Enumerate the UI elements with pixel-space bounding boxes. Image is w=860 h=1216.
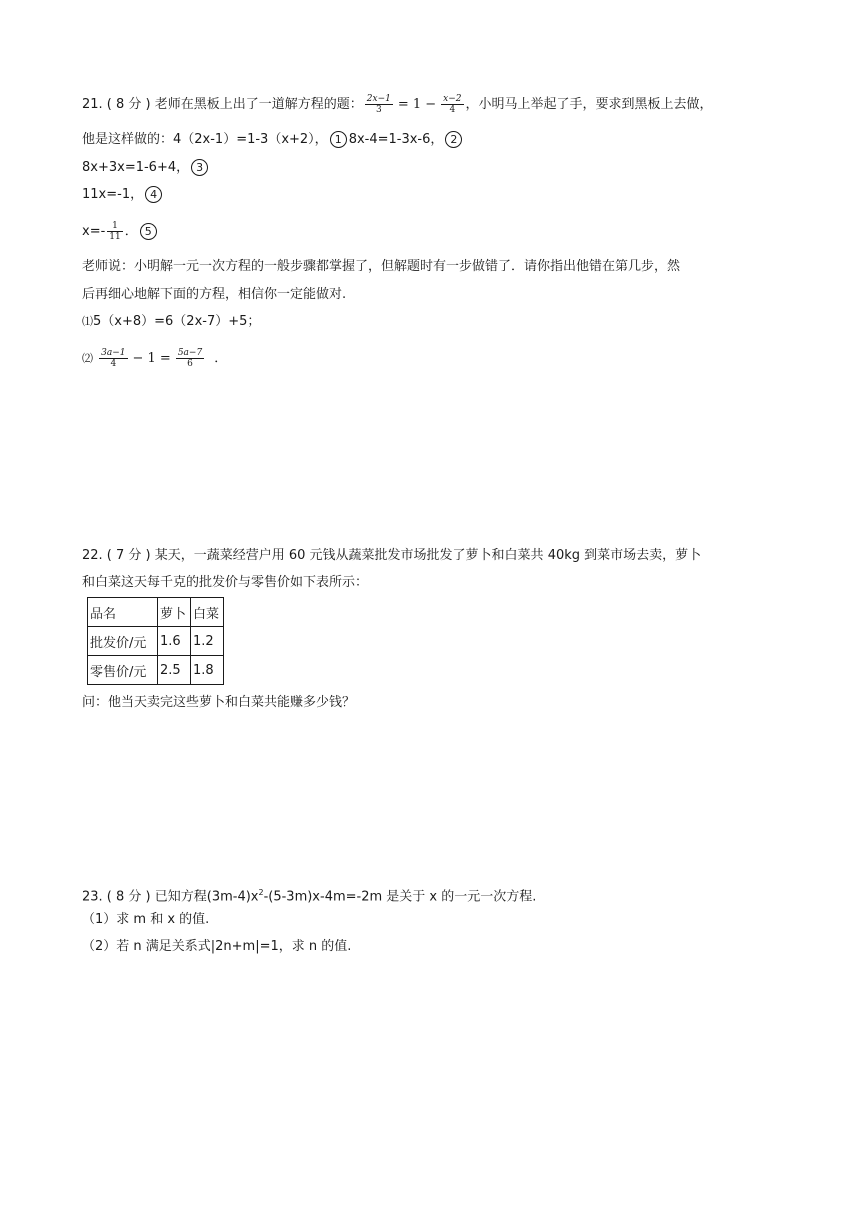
- table-cell: 2.5: [158, 656, 191, 685]
- table-header-row: [88, 598, 224, 627]
- table-cell: 1.6: [158, 627, 191, 656]
- q21-sub2-suffix: ．: [214, 351, 228, 366]
- q21-fraction-left: $\frac{2x-1}{3}$: [366, 94, 391, 115]
- step-marker-1: 1: [330, 131, 347, 148]
- step-marker-4: 4: [145, 186, 162, 203]
- q21-suffix: ，小明马上举起了手，要求到黑板上去做，: [465, 97, 713, 112]
- table-row: [88, 656, 224, 685]
- q23-line1: [82, 884, 536, 906]
- q21-sub2-label: ⑵: [82, 352, 93, 365]
- q21-step2-text: 8x-4=1-3x-6，: [348, 132, 444, 147]
- price-table: [87, 597, 224, 685]
- q23-equation-start: 23. ( 8 分 ) 已知方程(3m-4)x: [82, 889, 259, 905]
- q21-teacher-line1: 老师说：小明解一元一次方程的一般步骤都掌握了，但解题时有一步做错了．请你指出他错在第几步，然: [82, 259, 681, 274]
- q23-part1: （1）求 m 和 x 的值.: [82, 912, 210, 927]
- q21-sub1-label: ⑴: [82, 315, 93, 328]
- table-cell: 1.2: [191, 627, 224, 656]
- q21-fraction-right: $\frac{x-2}{4}$: [443, 94, 462, 115]
- table-cell: 萝卜: [158, 598, 191, 627]
- q21-step5-fraction: $\frac{1}{11}$: [109, 221, 121, 242]
- step-marker-5: 5: [140, 223, 157, 240]
- q21-prefix: 21. ( 8 分 ) 老师在黑板上出了一道解方程的题：: [82, 97, 363, 112]
- q21-step4-text: 11x=-1，: [82, 187, 144, 202]
- q21-sub1: [82, 313, 260, 331]
- q21-sub2-fraction-left: $\frac{3a-1}{4}$: [101, 348, 126, 369]
- table-cell: 零售价/元: [88, 656, 158, 685]
- q21-step1-text: 他是这样做的：4（2x-1）=1-3（x+2），: [82, 132, 328, 147]
- q21-line1: [82, 94, 713, 115]
- q21-sub2: [82, 348, 227, 369]
- q21-line4: [82, 186, 164, 204]
- q21-teacher-line2: 后再细心地解下面的方程，相信你一定能做对.: [82, 287, 347, 302]
- q22-question: 问：他当天卖完这些萝卜和白菜共能赚多少钱？: [82, 695, 356, 710]
- q21-line3: [82, 159, 210, 177]
- step-marker-3: 3: [191, 159, 208, 176]
- q21-line5: [82, 221, 159, 242]
- q21-sub2-eq-mid: − 1 =: [132, 351, 171, 366]
- q21-step3-text: 8x+3x=1-6+4，: [82, 160, 190, 175]
- q21-step5-prefix: x=-: [82, 224, 106, 239]
- q21-line2: [82, 131, 464, 149]
- q21-step5-suffix: ．: [124, 224, 138, 239]
- table-cell: 品名: [88, 598, 158, 627]
- q22-line2: 和白菜这天每千克的批发价与零售价如下表所示：: [82, 575, 369, 590]
- q21-sub2-fraction-right: $\frac{5a-7}{6}$: [177, 348, 203, 369]
- table-cell: 1.8: [191, 656, 224, 685]
- q21-eq-mid: = 1 −: [397, 97, 437, 112]
- q21-sub1-equation: 5（x+8）=6（2x-7）+5；: [93, 314, 261, 329]
- step-marker-2: 2: [445, 131, 462, 148]
- table-cell: 批发价/元: [88, 627, 158, 656]
- table-row: [88, 627, 224, 656]
- q23-equation-end: -(5-3m)x-4m=-2m 是关于 x 的一元一次方程.: [263, 889, 537, 905]
- q23-exponent: 2: [258, 888, 264, 897]
- q22-line1: 22. ( 7 分 ) 某天，一蔬菜经营户用 60 元钱从蔬菜批发市场批发了萝卜和白菜共 40kg 到菜市场去卖，萝卜: [82, 548, 702, 563]
- q23-part2: （2）若 n 满足关系式|2n+m|=1，求 n 的值.: [82, 939, 352, 954]
- table-cell: 白菜: [191, 598, 224, 627]
